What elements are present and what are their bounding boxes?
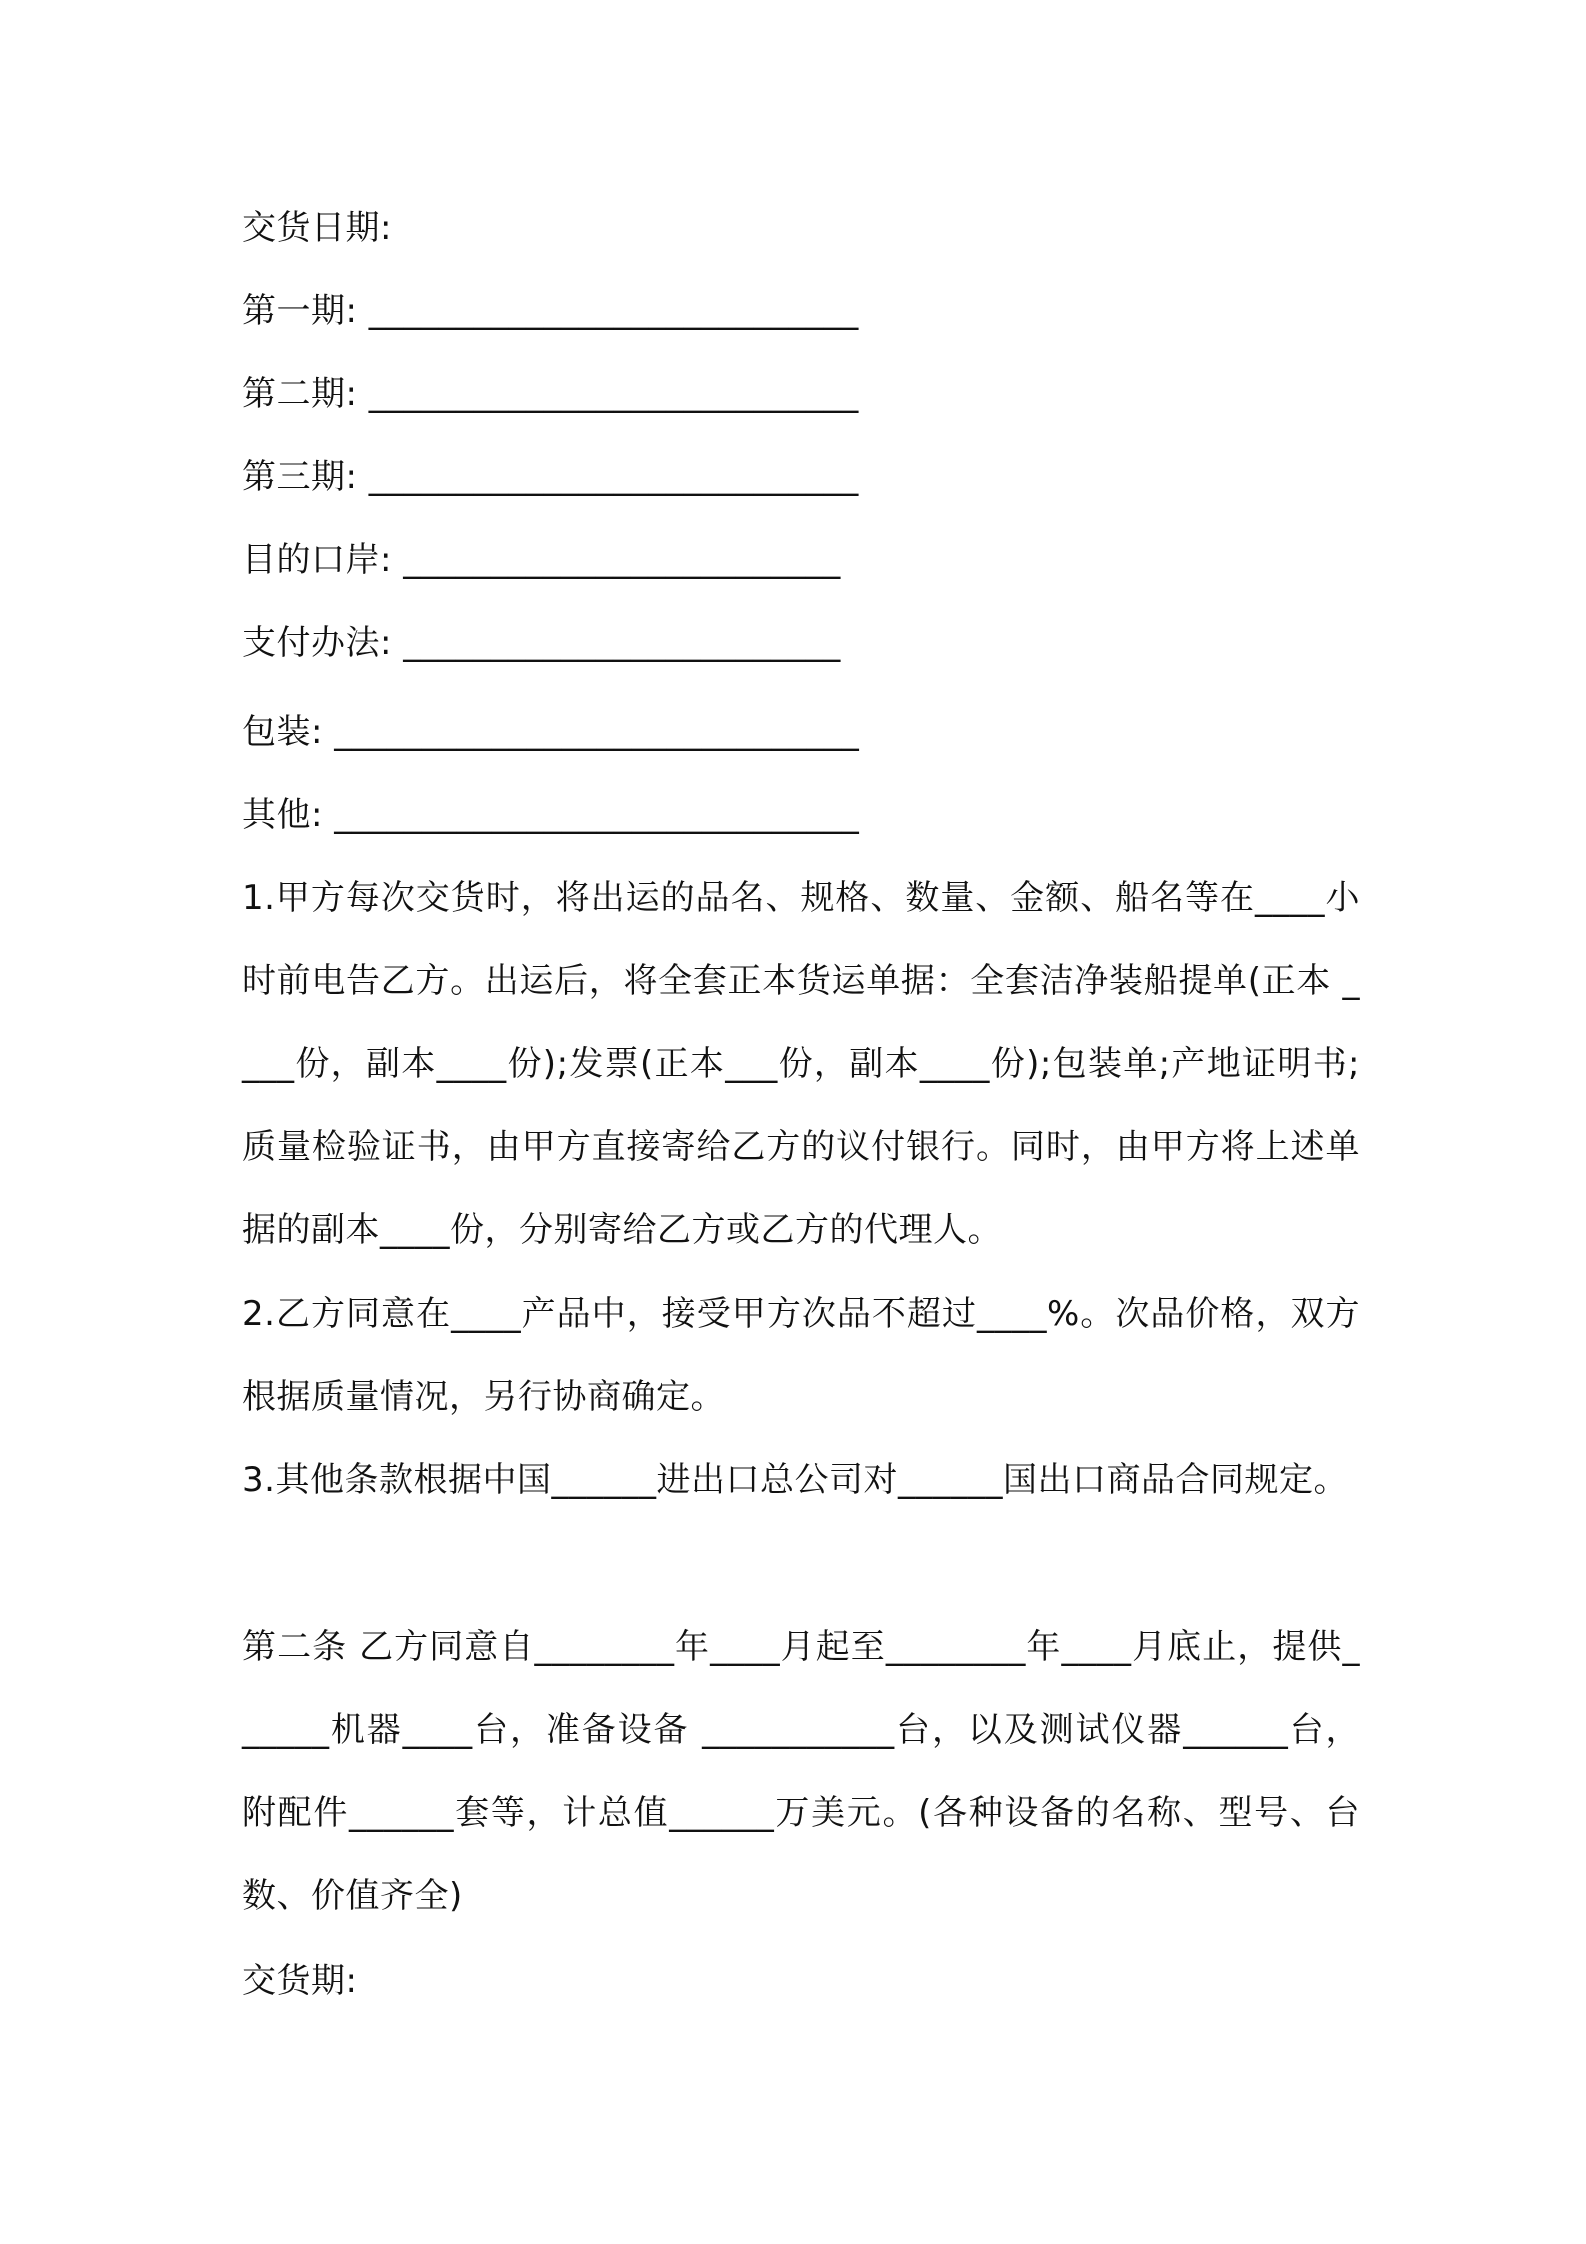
destination-port-line: 目的口岸: _________________________ [242, 540, 841, 580]
phase-3-line: 第三期: ____________________________ [242, 457, 859, 497]
delivery-period-label: 交货期: [242, 1961, 358, 2001]
payment-method-line: 支付办法: _________________________ [242, 623, 841, 663]
clause-3-paragraph: 3.其他条款根据中国______进出口总公司对______国出口商品合同规定。 [242, 1460, 1348, 1500]
clause-2-paragraph: 2.乙方同意在____产品中，接受甲方次品不超过____%。次品价格，双方根据质量情况，另行协商确定。 [242, 1294, 1360, 1417]
article-2-paragraph: 第二条 乙方同意自________年____月起至________年____月底止，提供______机器____台，准备设备 ___________台，以及测试仪器______台，附配件______套等，计总值______万美元。(各种设备的名称、型号、台数、价值齐全) [242, 1627, 1360, 1916]
packaging-line: 包装: ______________________________ [242, 712, 860, 752]
other-line: 其他: ______________________________ [242, 795, 860, 835]
phase-2-line: 第二期: ____________________________ [242, 374, 859, 414]
phase-1-line: 第一期: ____________________________ [242, 291, 859, 331]
delivery-date-label: 交货日期: [242, 208, 392, 248]
clause-1-paragraph: 1.甲方每次交货时，将出运的品名、规格、数量、金额、船名等在____小时前电告乙方。出运后，将全套正本货运单据：全套洁净装船提单(正本 ____份，副本____份);发票(正本___份，副本____份);包装单;产地证明书;质量检验证书，由甲方直接寄给乙方的议付银行。同时，由甲方将上述单据的副本____份，分别寄给乙方或乙方的代理人。 [242, 878, 1360, 1250]
